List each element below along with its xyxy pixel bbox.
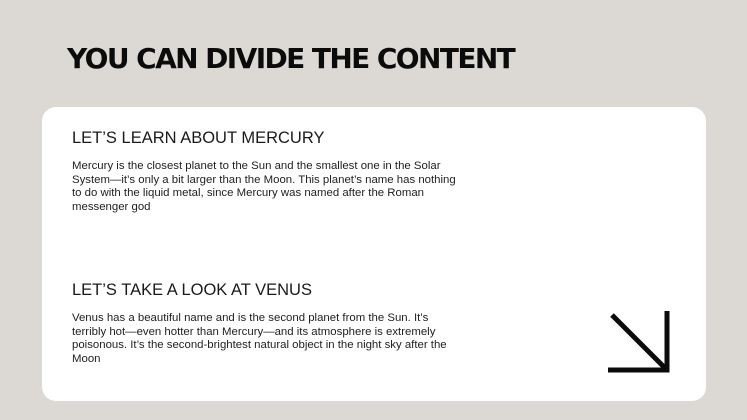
section-venus <box>72 280 462 366</box>
section-mercury <box>72 128 462 214</box>
section-heading: LET’S LEARN ABOUT MERCURY <box>72 129 325 147</box>
slide-title: YOU CAN DIVIDE THE CONTENT <box>67 42 515 75</box>
section-body: Venus has a beautiful name and is the second planet from the Sun. It’s terribly hot—even hotter than Mercury—and its atmosphere is extremely poisonous. It’s the second-brightest natural object in the night sky after the Moon <box>72 312 447 365</box>
section-heading: LET’S TAKE A LOOK AT VENUS <box>72 281 312 299</box>
section-body: Mercury is the closest planet to the Sun and the smallest one in the Solar System—it’s only a bit larger than the Moon. This planet’s name has nothing to do with the liquid metal, since Mercury was named after the Roman messenger god <box>72 160 456 213</box>
content-card <box>42 107 706 401</box>
arrow-down-right-icon <box>608 311 670 373</box>
